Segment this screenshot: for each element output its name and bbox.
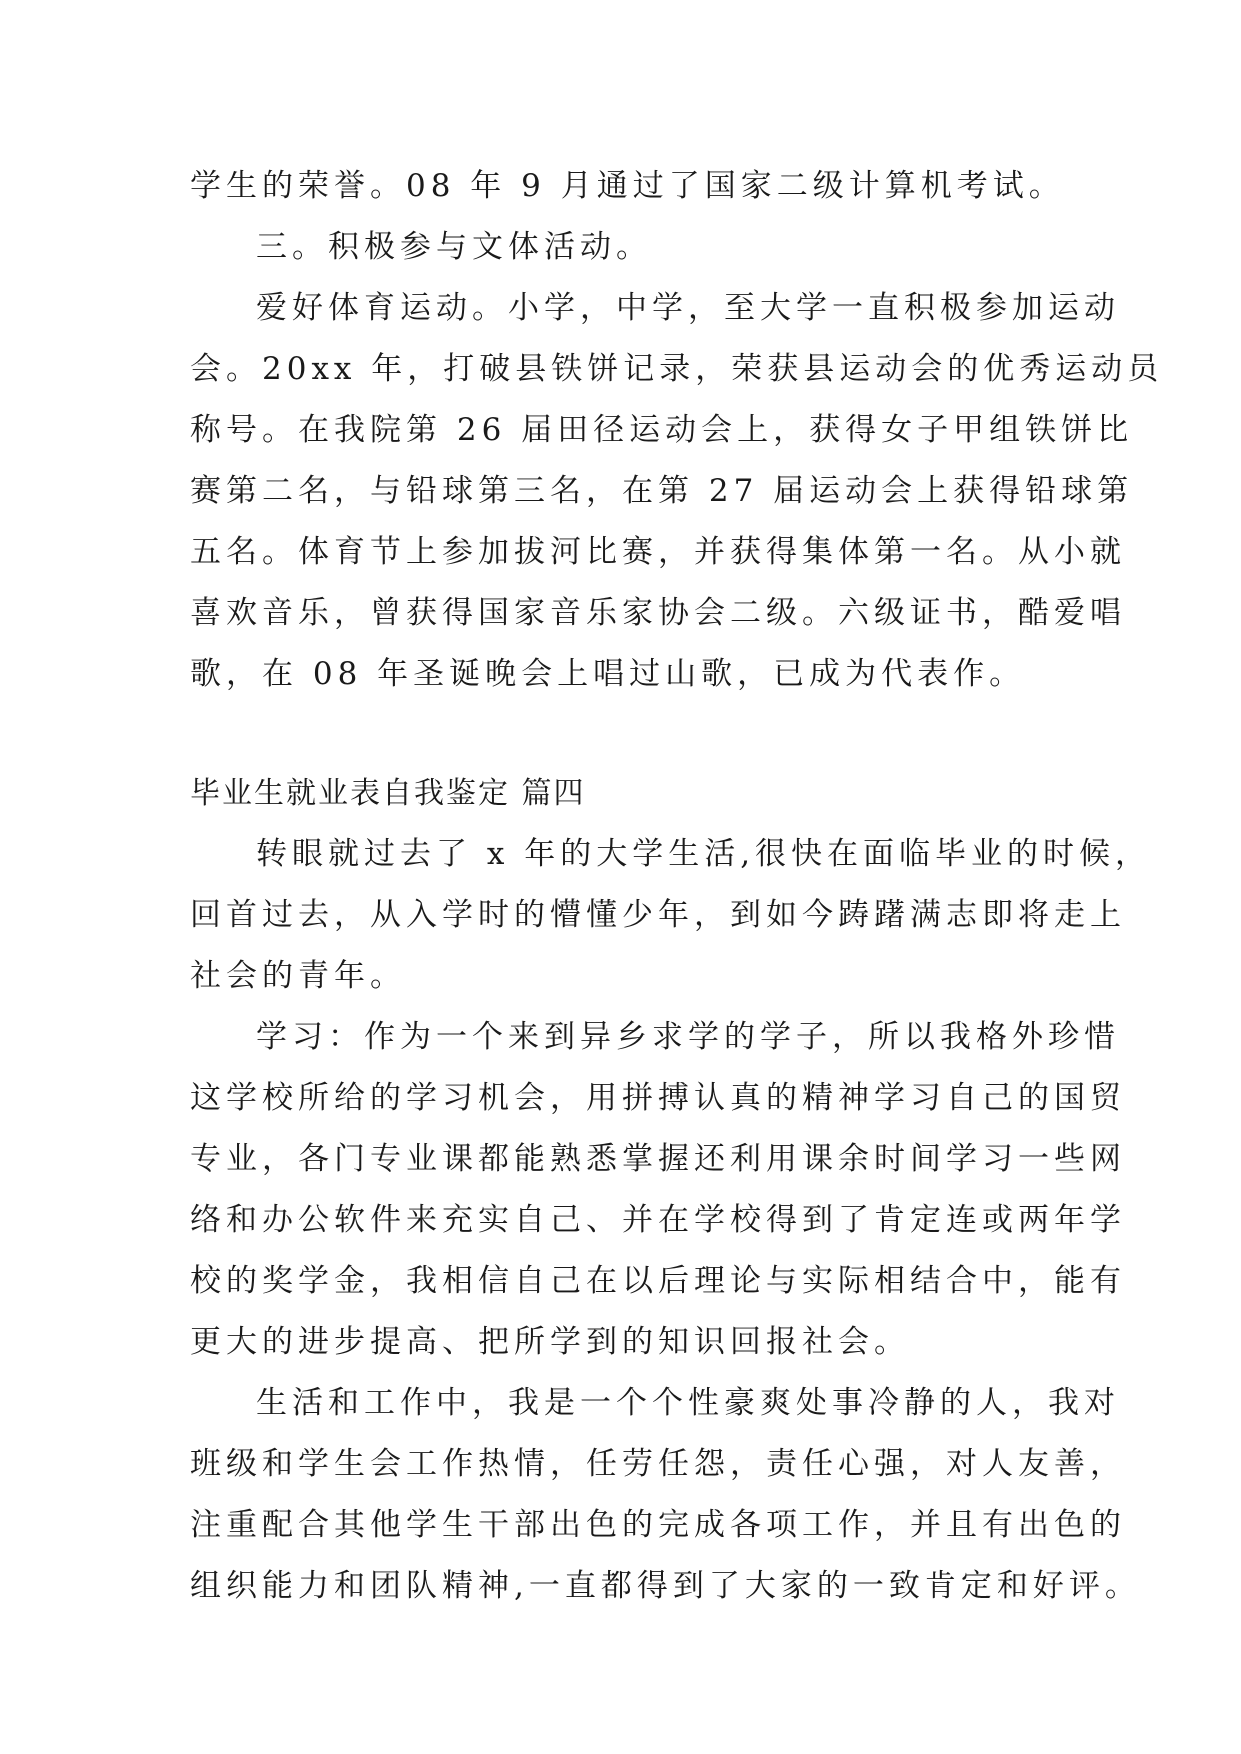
text-line: 学生的荣誉。08 年 9 月通过了国家二级计算机考试。 xyxy=(190,168,1065,204)
text-line: 班级和学生会工作热情，任劳任怨，责任心强，对人友善， xyxy=(190,1446,1126,1482)
text-line: 注重配合其他学生干部出色的完成各项工作，并且有出色的 xyxy=(190,1507,1126,1543)
text-line: 络和办公软件来充实自己、并在学校得到了肯定连或两年学 xyxy=(190,1202,1126,1238)
text-line: 学习：作为一个来到异乡求学的学子，所以我格外珍惜 xyxy=(256,1019,1120,1055)
section-heading: 毕业生就业表自我鉴定 篇四 xyxy=(190,776,586,811)
text-line: 校的奖学金，我相信自己在以后理论与实际相结合中，能有 xyxy=(190,1263,1126,1299)
text-line: 组织能力和团队精神,一直都得到了大家的一致肯定和好评。 xyxy=(190,1568,1141,1604)
text-line: 生活和工作中，我是一个个性豪爽处事冷静的人，我对 xyxy=(256,1385,1120,1421)
text-line: 喜欢音乐，曾获得国家音乐家协会二级。六级证书，酷爱唱 xyxy=(190,595,1126,631)
document-body xyxy=(190,156,1164,1617)
text-line: 这学校所给的学习机会，用拼搏认真的精神学习自己的国贸 xyxy=(190,1080,1126,1116)
text-line: 回首过去，从入学时的懵懂少年，到如今踌躇满志即将走上 xyxy=(190,897,1126,933)
text-line: 五名。体育节上参加拔河比赛，并获得集体第一名。从小就 xyxy=(190,534,1126,570)
section-spacer xyxy=(190,705,1056,763)
text-line: 专业，各门专业课都能熟悉掌握还利用课余时间学习一些网 xyxy=(190,1141,1126,1177)
text-line: 更大的进步提高、把所学到的知识回报社会。 xyxy=(190,1324,910,1360)
text-line: 称号。在我院第 26 届田径运动会上，获得女子甲组铁饼比 xyxy=(190,412,1134,448)
text-line: 歌，在 08 年圣诞晚会上唱过山歌，已成为代表作。 xyxy=(190,656,1026,692)
text-line: 会。20xx 年，打破县铁饼记录，荣获县运动会的优秀运动员 xyxy=(190,351,1164,387)
text-line: 赛第二名，与铅球第三名，在第 27 届运动会上获得铅球第 xyxy=(190,473,1134,509)
section-subtitle: 三。积极参与文体活动。 xyxy=(256,229,652,265)
text-line: 转眼就过去了 x 年的大学生活,很快在面临毕业的时候， xyxy=(256,836,1152,872)
text-line: 社会的青年。 xyxy=(190,958,406,994)
text-line: 爱好体育运动。小学，中学，至大学一直积极参加运动 xyxy=(256,290,1120,326)
